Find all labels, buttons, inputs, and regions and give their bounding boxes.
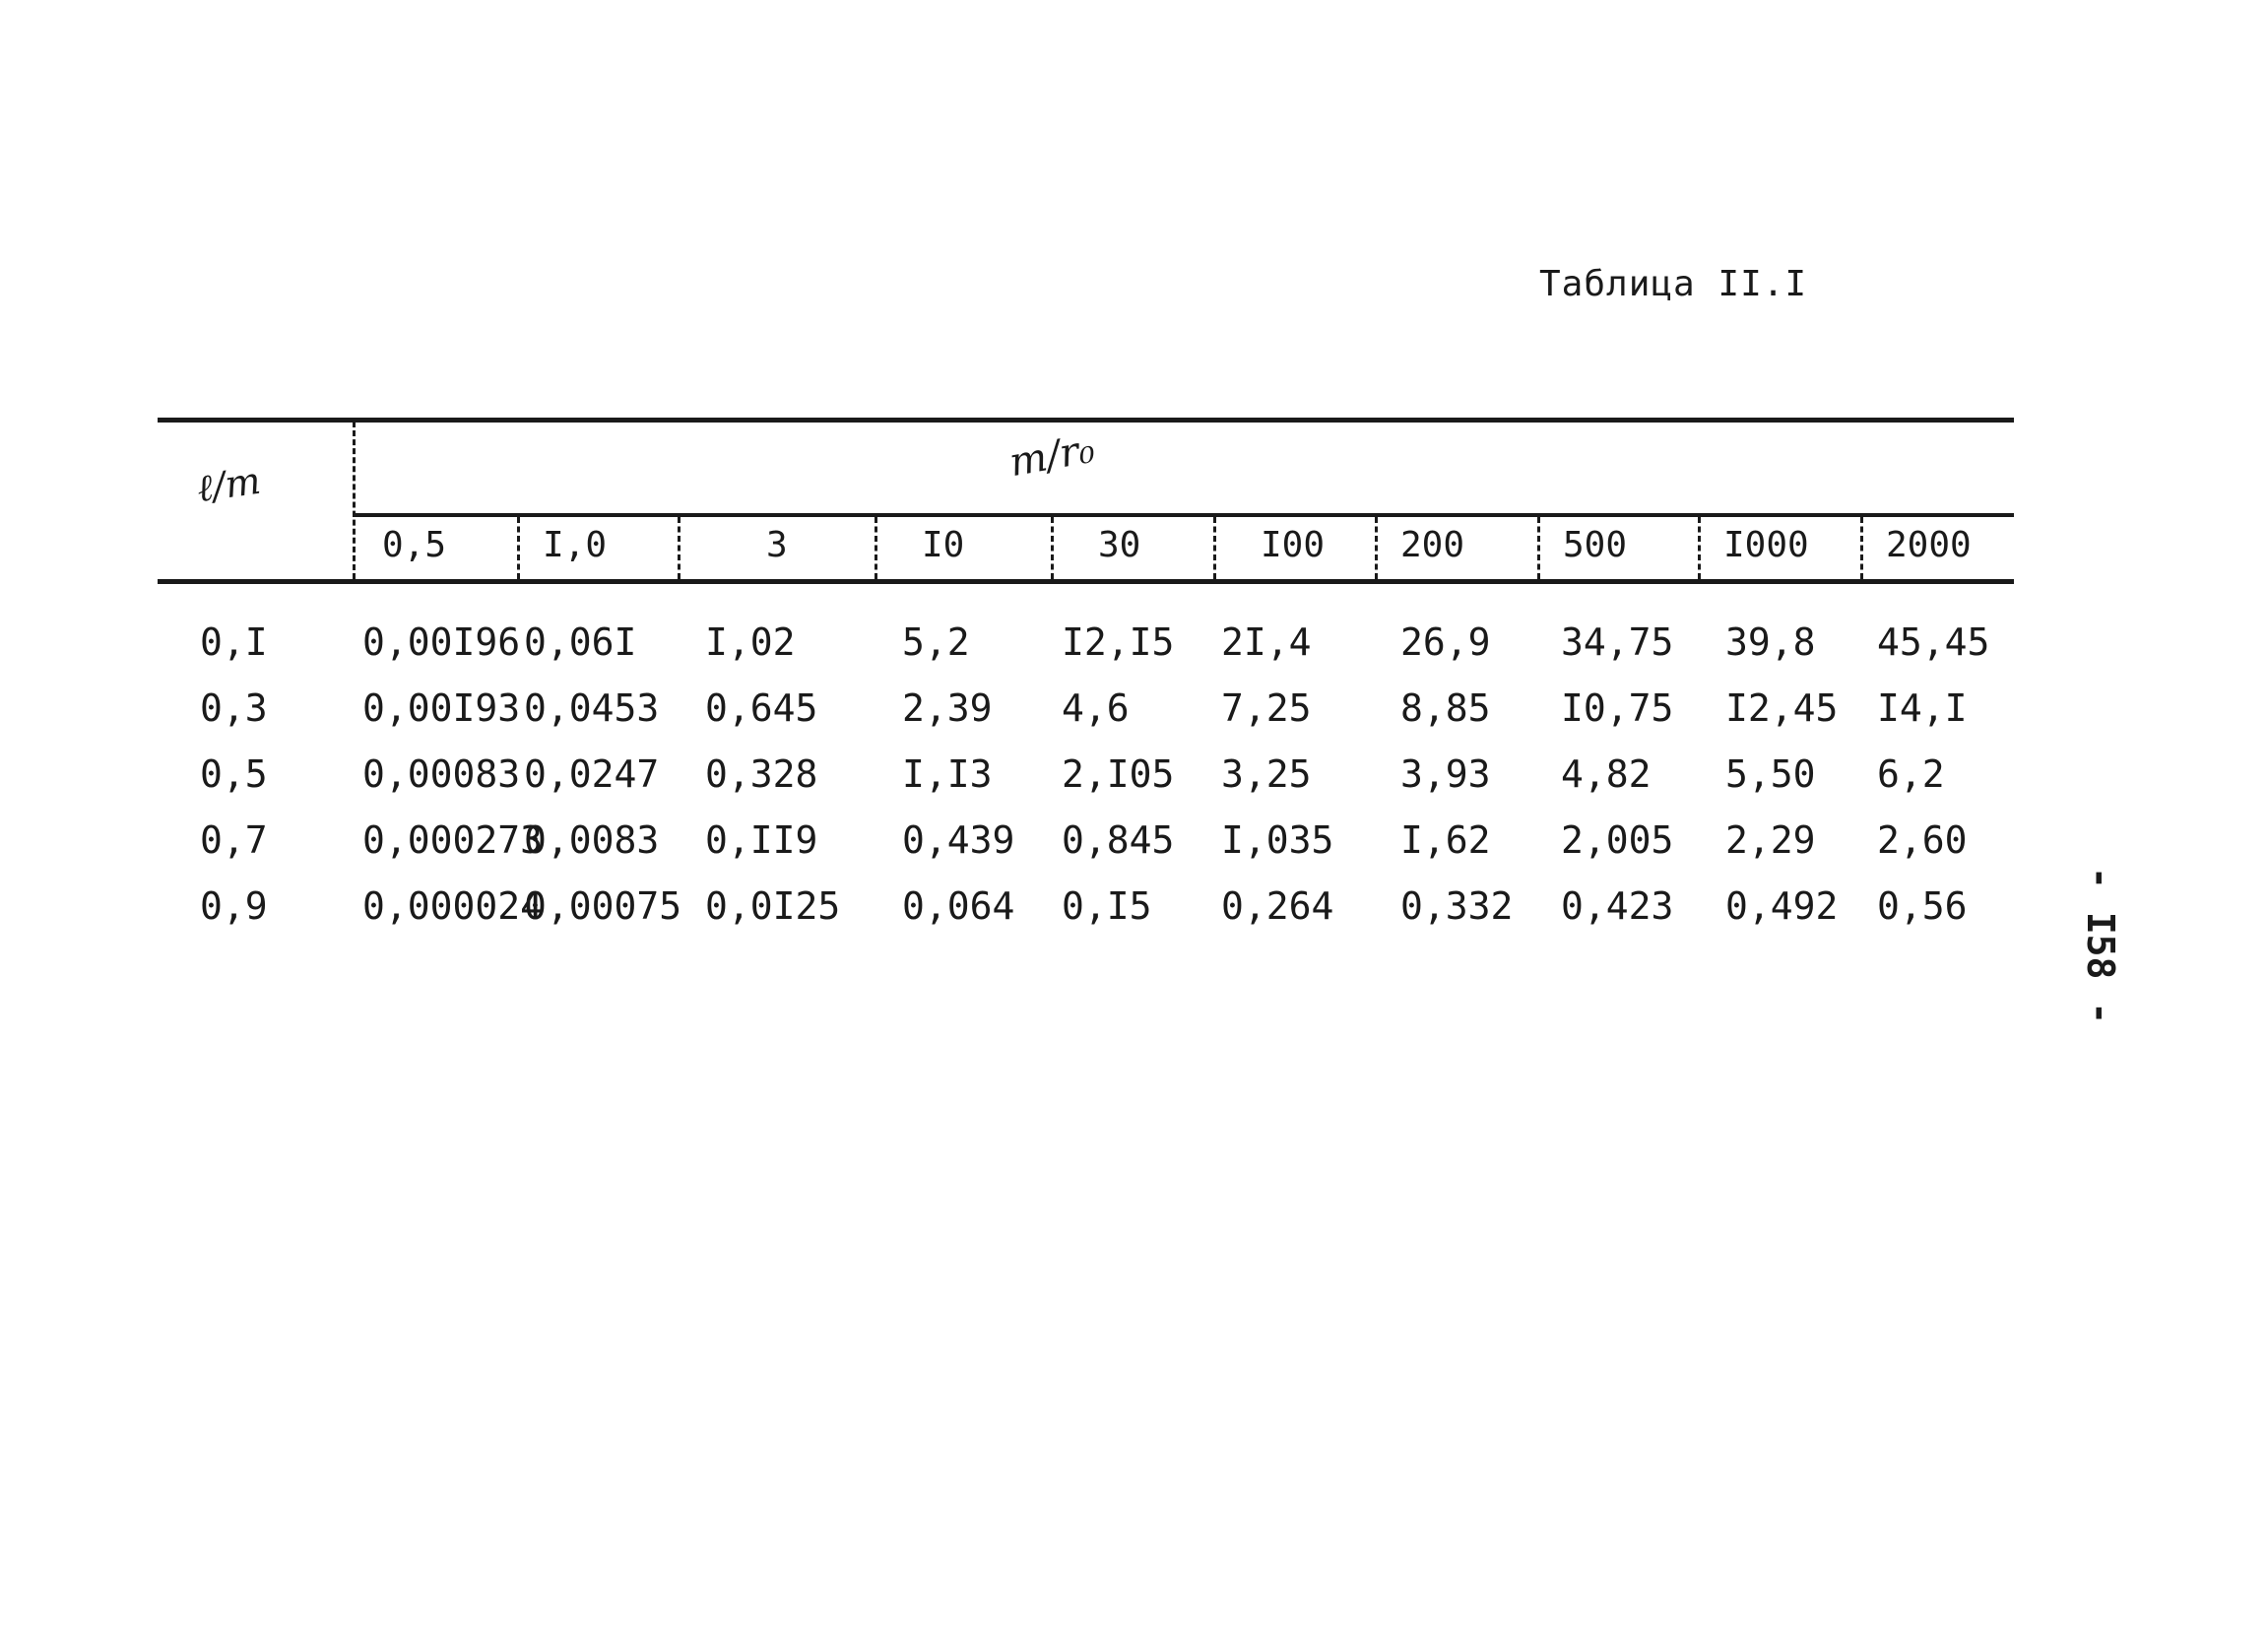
column-header: 2000 <box>1886 525 1972 565</box>
table-cell: I,62 <box>1400 818 1491 862</box>
column-separator <box>1213 517 1216 579</box>
table-header-bottom-rule <box>158 579 2014 584</box>
stub-header: ℓ/m <box>194 458 264 511</box>
table-cell: I2,45 <box>1725 686 1839 730</box>
table-cell: 8,85 <box>1400 686 1491 730</box>
table-cell: 2,I05 <box>1062 752 1175 796</box>
table-cell: 0,0083 <box>524 818 660 862</box>
table-cell: 7,25 <box>1221 686 1312 730</box>
table-cell: I,035 <box>1221 818 1334 862</box>
column-separator <box>1051 517 1054 579</box>
column-header: 30 <box>1098 525 1141 565</box>
table-cell: 0,328 <box>705 752 818 796</box>
table-cell: I0,75 <box>1561 686 1674 730</box>
table-cell: 39,8 <box>1725 620 1816 664</box>
table-cell: 0,000273 <box>362 818 544 862</box>
column-separator <box>678 517 680 579</box>
table-cell: 4,82 <box>1561 752 1652 796</box>
table-cell: 0,00075 <box>524 884 682 928</box>
column-separator <box>1860 517 1863 579</box>
column-header: 200 <box>1400 525 1465 565</box>
table-cell: 0,0I25 <box>705 884 841 928</box>
stub-separator <box>353 422 356 579</box>
table-top-rule <box>158 418 2014 423</box>
table-cell: 0,56 <box>1877 884 1968 928</box>
table-header-divider <box>353 513 2014 517</box>
table-cell: 34,75 <box>1561 620 1674 664</box>
table-cell: 3,93 <box>1400 752 1491 796</box>
column-header: I0 <box>922 525 965 565</box>
table-caption: Таблица II.I <box>1539 264 1808 304</box>
table-cell: 0,II9 <box>705 818 818 862</box>
table-cell: 0,0247 <box>524 752 660 796</box>
table-cell: 0,423 <box>1561 884 1674 928</box>
row-label: 0,7 <box>200 818 268 862</box>
table-cell: 0,00083 <box>362 752 521 796</box>
group-header: m/r₀ <box>1005 425 1098 487</box>
column-separator <box>1375 517 1378 579</box>
column-header: 500 <box>1563 525 1628 565</box>
page-number: - I58 - <box>2079 867 2122 1025</box>
table-cell: 0,264 <box>1221 884 1334 928</box>
table-cell: 2,60 <box>1877 818 1968 862</box>
column-header: I,0 <box>543 525 608 565</box>
table-cell: 4,6 <box>1062 686 1130 730</box>
column-separator <box>875 517 877 579</box>
column-header: I000 <box>1723 525 1809 565</box>
column-separator <box>517 517 520 579</box>
table-cell: 3,25 <box>1221 752 1312 796</box>
row-label: 0,3 <box>200 686 268 730</box>
table-cell: 0,492 <box>1725 884 1839 928</box>
column-separator <box>1698 517 1701 579</box>
column-header: 0,5 <box>382 525 447 565</box>
table-cell: 0,332 <box>1400 884 1514 928</box>
table-cell: I2,I5 <box>1062 620 1175 664</box>
table-cell: 5,2 <box>902 620 970 664</box>
table-cell: 0,000024 <box>362 884 544 928</box>
table-cell: 2,29 <box>1725 818 1816 862</box>
table-cell: 45,45 <box>1877 620 1990 664</box>
table-cell: 6,2 <box>1877 752 1945 796</box>
table-cell: I4,I <box>1877 686 1968 730</box>
table-cell: 0,06I <box>524 620 637 664</box>
row-label: 0,9 <box>200 884 268 928</box>
table-cell: 2I,4 <box>1221 620 1312 664</box>
row-label: 0,5 <box>200 752 268 796</box>
table-cell: 0,645 <box>705 686 818 730</box>
table-cell: 26,9 <box>1400 620 1491 664</box>
column-header: I00 <box>1261 525 1326 565</box>
table-cell: 0,00I96 <box>362 620 521 664</box>
table-cell: 0,845 <box>1062 818 1175 862</box>
table-cell: 0,064 <box>902 884 1015 928</box>
table-cell: I,I3 <box>902 752 993 796</box>
table-cell: 0,0453 <box>524 686 660 730</box>
table-cell: 0,I5 <box>1062 884 1152 928</box>
table-cell: 0,439 <box>902 818 1015 862</box>
table-cell: 5,50 <box>1725 752 1816 796</box>
table-cell: 0,00I93 <box>362 686 521 730</box>
row-label: 0,I <box>200 620 268 664</box>
table-cell: 2,39 <box>902 686 993 730</box>
column-header: 3 <box>766 525 788 565</box>
column-separator <box>1537 517 1540 579</box>
table-cell: I,02 <box>705 620 796 664</box>
table-cell: 2,005 <box>1561 818 1674 862</box>
